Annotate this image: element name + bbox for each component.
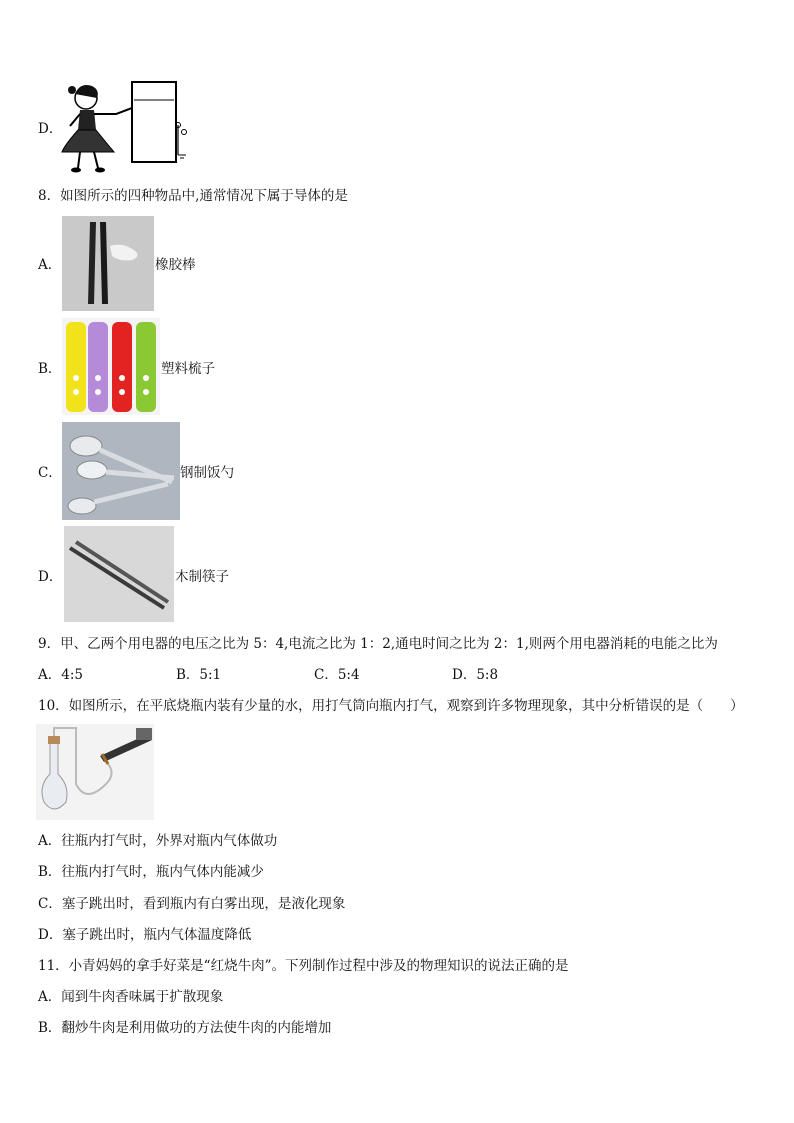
girl-fridge-illustration: [60, 80, 195, 175]
q8-option-d-label: D．: [38, 569, 63, 585]
q10-option-d: D．塞子跳出时，瓶内气体温度降低: [38, 927, 252, 943]
q8-stem: 8．如图所示的四种物品中,通常情况下属于导体的是: [38, 188, 348, 204]
rubber-rod-photo: [62, 216, 154, 311]
q10-option-a: A．往瓶内打气时，外界对瓶内气体做功: [38, 833, 278, 849]
q10-option-c: C．塞子跳出时，看到瓶内有白雾出现，是液化现象: [38, 896, 346, 912]
plastic-comb-photo: [62, 318, 160, 415]
q9-option-d: D．5:8: [452, 667, 499, 683]
q9-options: [38, 666, 638, 684]
q8-option-b-label: B．: [38, 361, 62, 377]
q8-option-d-caption: 木制筷子: [175, 569, 229, 585]
q8-option-b-caption: 塑料梳子: [161, 361, 215, 377]
q7-option-d-label: D．: [38, 121, 63, 137]
q8-option-a-caption: 橡胶棒: [155, 257, 196, 273]
q8-option-c-caption: 钢制饭勺: [180, 465, 234, 481]
q10-option-b: B．往瓶内打气时，瓶内气体内能减少: [38, 864, 264, 880]
flask-pump-photo: [36, 724, 154, 820]
steel-spoon-photo: [62, 422, 180, 520]
q11-option-b: B．翻炒牛肉是利用做功的方法使牛肉的内能增加: [38, 1020, 332, 1036]
q9-option-a: A．4:5: [38, 667, 83, 683]
q8-option-c-label: C．: [38, 465, 62, 481]
q9-option-b: B．5:1: [176, 667, 222, 683]
q8-option-a-label: A．: [38, 257, 62, 273]
q11-stem: 11．小青妈妈的拿手好菜是“红烧牛肉”。下列制作过程中涉及的物理知识的说法正确的是: [38, 958, 569, 974]
q10-stem: 10．如图所示，在平底烧瓶内装有少量的水，用打气筒向瓶内打气，观察到许多物理现象，其中分析错误的是（ ）: [38, 698, 744, 714]
wooden-chopsticks-photo: [64, 526, 174, 622]
q11-option-a: A．闻到牛肉香味属于扩散现象: [38, 989, 224, 1005]
q9-option-c: C．5:4: [314, 667, 360, 683]
q9-stem: 9．甲、乙两个用电器的电压之比为 5：4,电流之比为 1：2,通电时间之比为 2：1,则两个用电器消耗的电能之比为: [38, 636, 718, 652]
